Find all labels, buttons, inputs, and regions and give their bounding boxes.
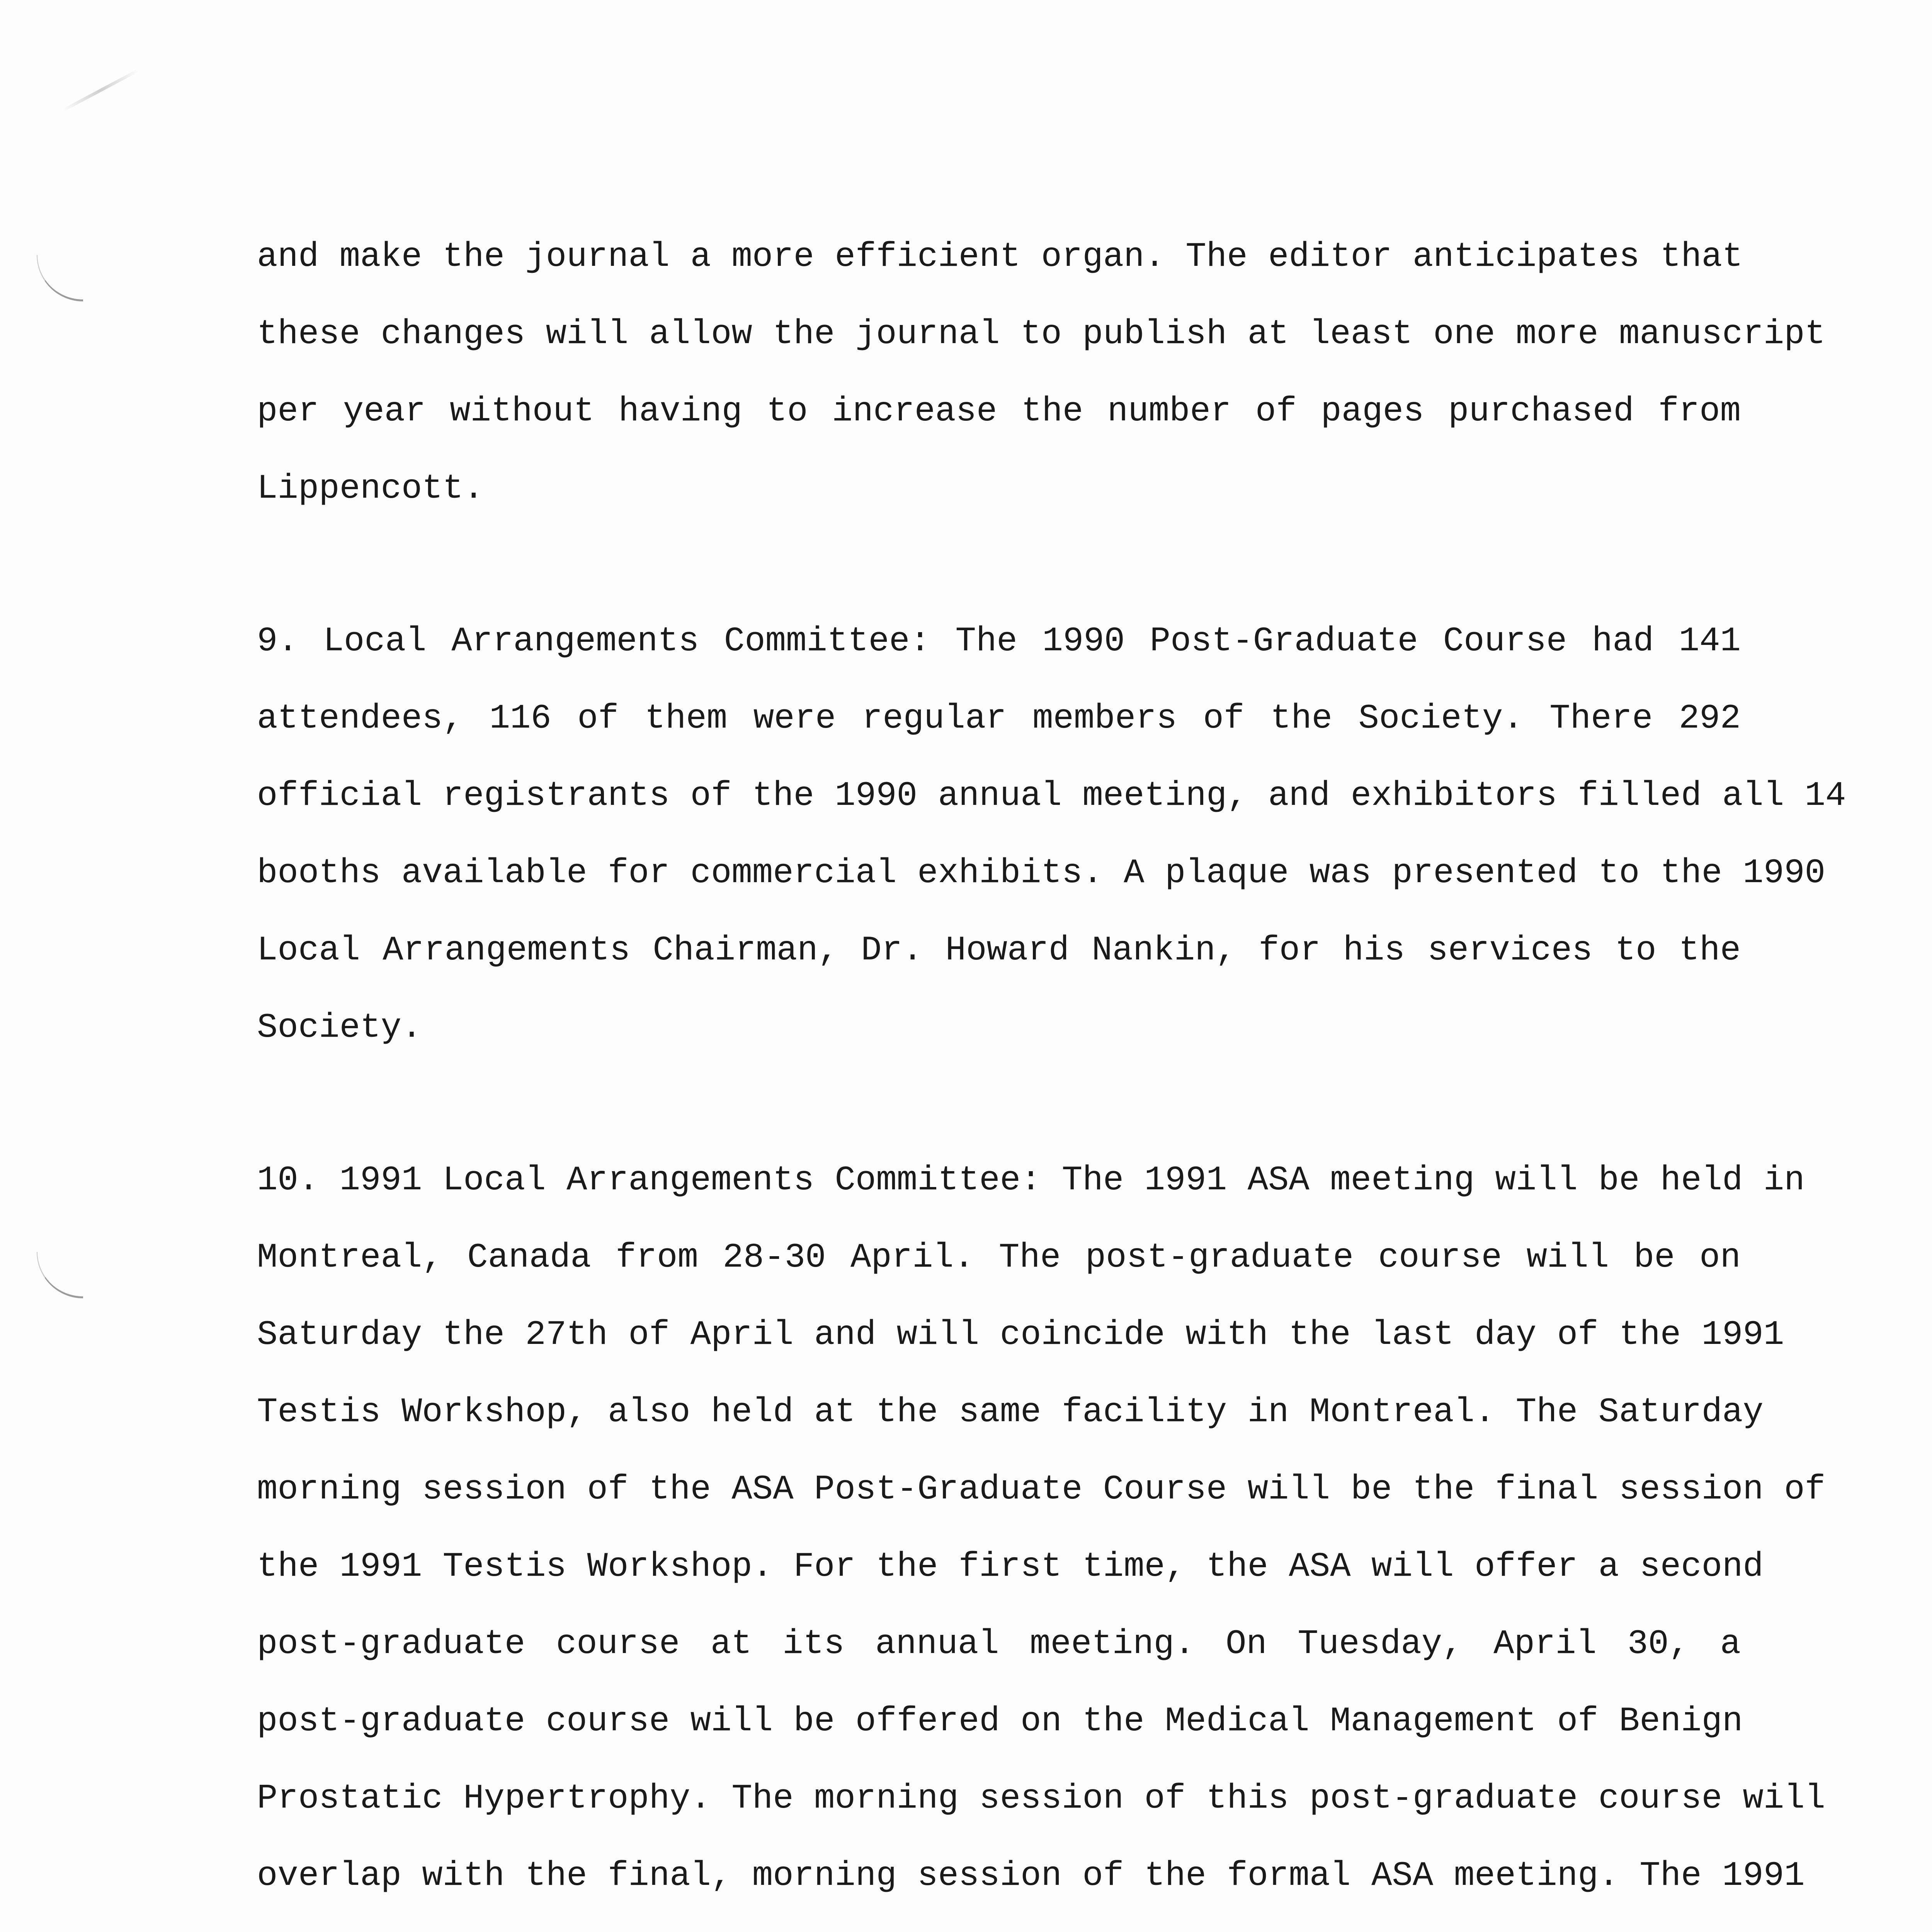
text-line: the 1991 Testis Workshop. For the first time, the ASA will offer a second (257, 1547, 1764, 1586)
text-line: post-graduate course will be offered on the Medical Management of Benign (257, 1702, 1743, 1741)
text-line: 9. Local Arrangements Committee: The 1990 Post-Graduate Course had 141 (257, 622, 1741, 661)
text-line: official registrants of the 1990 annual meeting, and exhibitors filled all 14 (257, 776, 1846, 815)
text-line: Local Arrangements Chairman, Dr. Howard Nankin, for his services to the (257, 931, 1741, 970)
paragraph-item-9 (257, 603, 1846, 1066)
text-line: Lippencott. (257, 469, 484, 508)
text-line: booths available for commercial exhibits. A plaque was presented to the 1990 (257, 854, 1826, 893)
punch-hole-middle (37, 1252, 83, 1298)
punch-hole-top (37, 255, 83, 301)
text-line: morning session of the ASA Post-Graduate Course will be the final session of (257, 1470, 1826, 1509)
text-line: per year without having to increase the number of pages purchased from (257, 392, 1741, 431)
paragraph-continuation (257, 218, 1826, 527)
text-line: overlap with the final, morning session of the formal ASA meeting. The 1991 (257, 1856, 1805, 1895)
text-line: Society. (257, 1008, 422, 1047)
text-line: Montreal, Canada from 28-30 April. The post-graduate course will be on (257, 1238, 1741, 1277)
text-line: these changes will allow the journal to publish at least one more manuscript (257, 315, 1826, 354)
text-line: Testis Workshop, also held at the same facility in Montreal. The Saturday (257, 1393, 1764, 1432)
text-line: 10. 1991 Local Arrangements Committee: The 1991 ASA meeting will be held in (257, 1161, 1805, 1200)
text-line: and make the journal a more efficient organ. The editor anticipates that (257, 237, 1743, 276)
paragraph-item-10 (257, 1142, 1826, 1932)
text-line: attendees, 116 of them were regular members of the Society. There 292 (257, 699, 1741, 738)
text-line (257, 1915, 1741, 1932)
text-line: post-graduate course at its annual meeting. On Tuesday, April 30, a (257, 1624, 1741, 1663)
scan-smudge (62, 69, 139, 112)
text-line: Prostatic Hypertrophy. The morning session of this post-graduate course will (257, 1779, 1826, 1818)
text-line: Saturday the 27th of April and will coincide with the last day of the 1991 (257, 1315, 1784, 1354)
